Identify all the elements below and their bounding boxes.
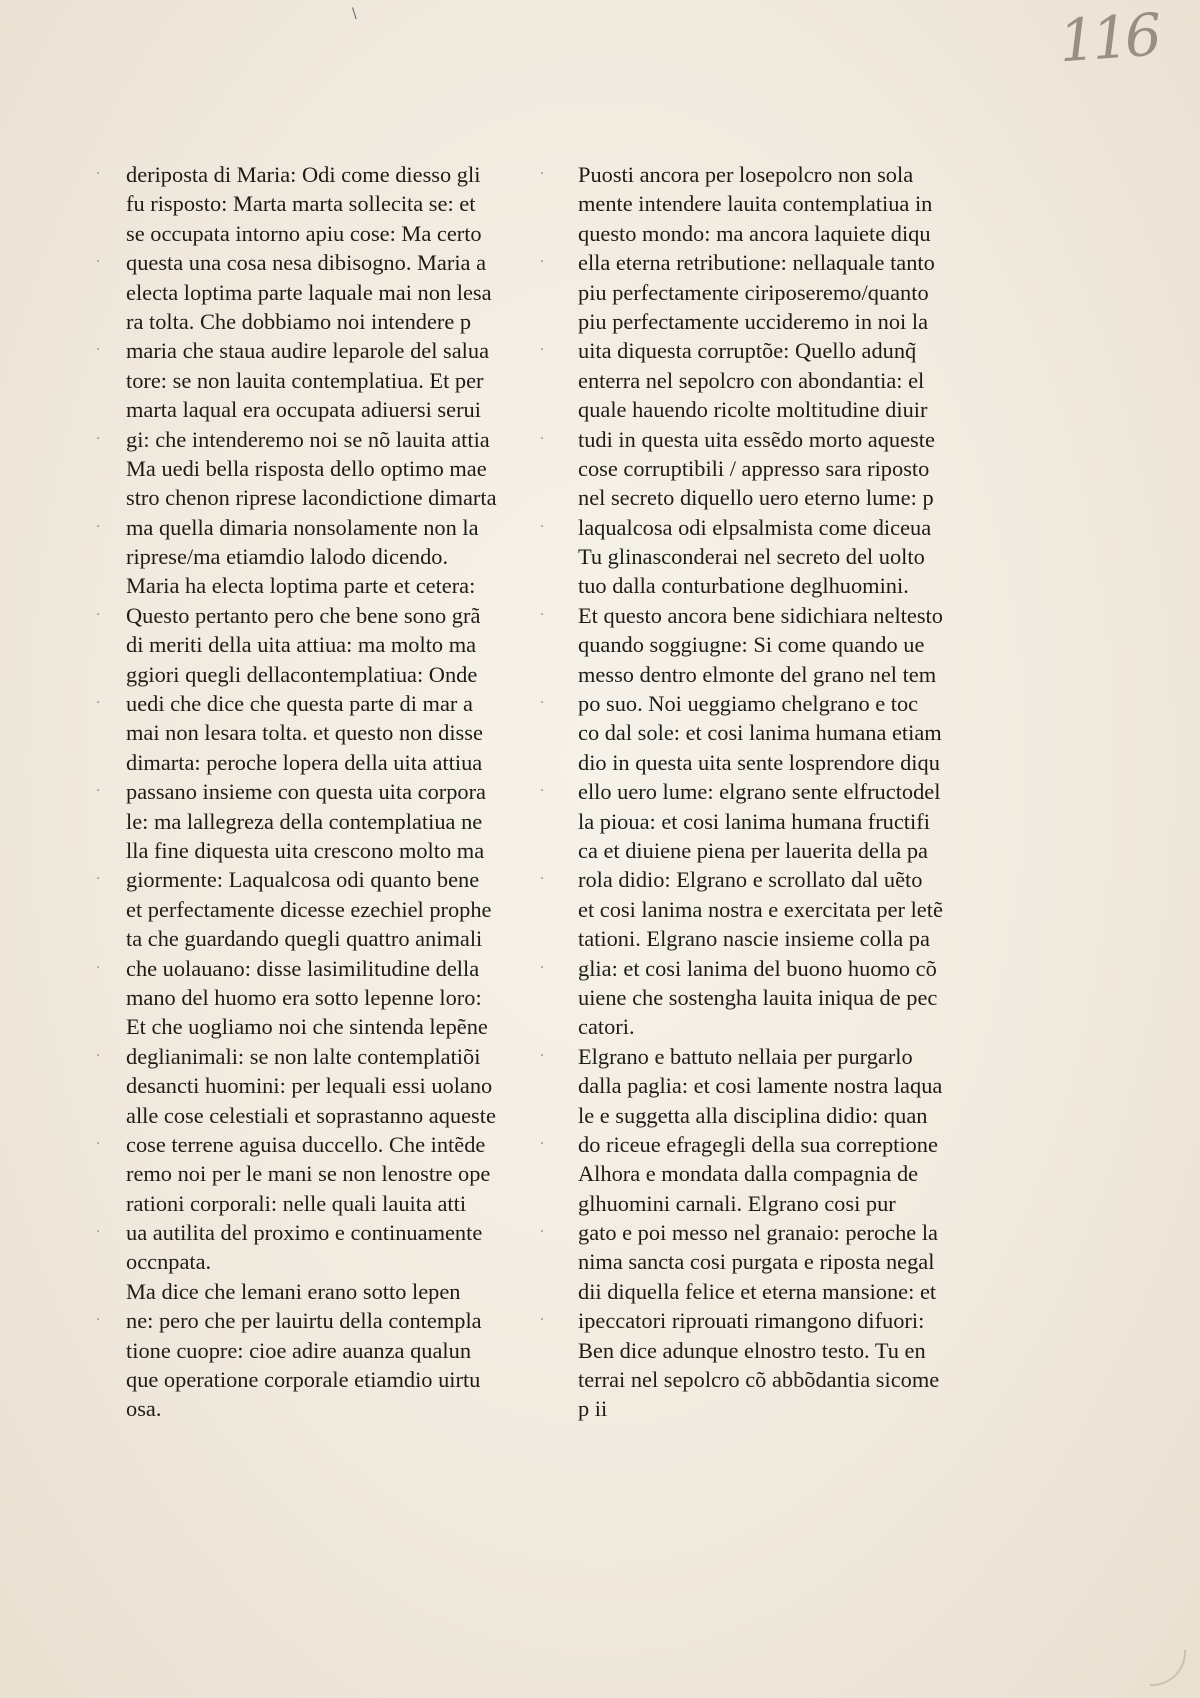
margin-mark bbox=[96, 1101, 110, 1130]
margin-mark: · bbox=[96, 1225, 101, 1241]
margin-mark bbox=[96, 395, 110, 424]
center-margin-marks bbox=[540, 160, 554, 1336]
margin-mark bbox=[96, 278, 110, 307]
text-line: Maria ha electa loptima parte et cetera: bbox=[126, 573, 476, 599]
text-line: che uolauano: disse lasimilitudine della bbox=[126, 955, 480, 981]
margin-mark bbox=[540, 307, 554, 336]
text-line: quale hauendo ricolte moltitudine diuir bbox=[578, 397, 928, 423]
text-line: passano insieme con questa uita corpora bbox=[126, 779, 486, 805]
text-line: uita diquesta corruptõe: Quello adunq̃ bbox=[578, 338, 917, 364]
margin-mark bbox=[96, 219, 110, 248]
text-line: laqualcosa odi elpsalmista come diceua bbox=[578, 514, 932, 540]
margin-mark: · bbox=[96, 431, 101, 447]
text-line: ipeccatori riprouati rimangono difuori: bbox=[578, 1308, 925, 1334]
margin-mark bbox=[540, 660, 554, 689]
margin-mark bbox=[96, 1012, 110, 1041]
margin-mark bbox=[540, 483, 554, 512]
margin-mark: · bbox=[96, 255, 101, 271]
text-line: piu perfectamente ciriposeremo/quanto bbox=[578, 279, 929, 305]
text-line: dio in questa uita sente losprendore diqu bbox=[578, 749, 940, 775]
text-line: maria che staua audire leparole del salua bbox=[126, 338, 490, 364]
margin-mark bbox=[540, 366, 554, 395]
margin-mark: · bbox=[540, 784, 545, 800]
text-line: tudi in questa uita essẽdo morto aqueste bbox=[578, 426, 935, 452]
margin-mark bbox=[96, 189, 110, 218]
text-line: desancti huomini: per lequali essi uolano bbox=[126, 1073, 493, 1099]
text-line: stro chenon riprese lacondictione dimarta bbox=[126, 485, 497, 511]
margin-mark: · bbox=[540, 167, 545, 182]
margin-mark bbox=[96, 307, 110, 336]
margin-mark bbox=[540, 1189, 554, 1218]
margin-mark bbox=[540, 924, 554, 953]
margin-mark bbox=[96, 1189, 110, 1218]
text-line: ra tolta. Che dobbiamo noi intendere p bbox=[126, 308, 472, 334]
text-line: cose terrene aguisa duccello. Che intẽde bbox=[126, 1131, 486, 1157]
margin-mark bbox=[96, 1071, 110, 1100]
text-line: terrai nel sepolcro cõ abbõdantia sicome bbox=[578, 1367, 940, 1393]
margin-mark bbox=[540, 1101, 554, 1130]
page-corner-curl bbox=[1150, 1650, 1186, 1686]
margin-mark: · bbox=[540, 960, 545, 976]
text-line: quando soggiugne: Si come quando ue bbox=[578, 632, 925, 658]
margin-mark bbox=[96, 1247, 110, 1276]
text-line: se occupata intorno apiu cose: Ma certo bbox=[126, 220, 482, 246]
text-line: gi: che intenderemo noi se nõ lauita attia bbox=[126, 426, 490, 452]
text-line: dalla paglia: et cosi lamente nostra laqua bbox=[578, 1073, 943, 1099]
text-line: dii diquella felice et eterna mansione: et bbox=[578, 1278, 937, 1304]
text-line: di meriti della uita attiua: ma molto ma bbox=[126, 632, 477, 658]
text-line: Et che uogliamo noi che sintenda lepẽne bbox=[126, 1014, 488, 1040]
text-line: uiene che sostengha lauita iniqua de pec bbox=[578, 984, 938, 1010]
text-line: dimarta: peroche lopera della uita attiua bbox=[126, 749, 483, 775]
text-line: marta laqual era occupata adiuersi serui bbox=[126, 397, 481, 423]
margin-mark bbox=[540, 748, 554, 777]
margin-mark bbox=[540, 1012, 554, 1041]
margin-mark bbox=[540, 1247, 554, 1276]
margin-mark: · bbox=[96, 696, 101, 712]
text-line: cose corruptibili / appresso sara riposto bbox=[578, 455, 930, 481]
margin-mark: · bbox=[96, 1313, 101, 1329]
margin-mark bbox=[540, 219, 554, 248]
margin-mark: · bbox=[540, 607, 545, 623]
text-line: remo noi per le mani se non lenostre ope bbox=[126, 1161, 491, 1187]
text-line: tione cuopre: cioe adire auanza qualun bbox=[126, 1337, 472, 1363]
text-line: que operatione corporale etiamdio uirtu bbox=[126, 1367, 481, 1393]
text-line: questa una cosa nesa dibisogno. Maria a bbox=[126, 250, 487, 276]
margin-mark: · bbox=[540, 1048, 545, 1064]
left-margin-marks bbox=[96, 160, 110, 1336]
text-line: giormente: Laqualcosa odi quanto bene bbox=[126, 867, 480, 893]
text-line: mano del huomo era sotto lepenne loro: bbox=[126, 984, 482, 1010]
margin-mark: · bbox=[540, 872, 545, 888]
text-line: uedi che dice che questa parte di mar a bbox=[126, 691, 473, 717]
margin-mark bbox=[96, 630, 110, 659]
margin-mark bbox=[540, 395, 554, 424]
margin-mark bbox=[96, 718, 110, 747]
margin-mark: · bbox=[540, 1225, 545, 1241]
text-line: tuo dalla conturbatione deglhuomini. bbox=[578, 573, 909, 599]
text-line: ua autilita del proximo e continuamente bbox=[126, 1220, 483, 1246]
margin-mark: · bbox=[96, 784, 101, 800]
text-line: glhuomini carnali. Elgrano cosi pur bbox=[578, 1190, 896, 1216]
margin-mark bbox=[96, 924, 110, 953]
margin-mark: · bbox=[96, 519, 101, 535]
text-line: Puosti ancora per losepolcro non sola bbox=[578, 162, 914, 187]
text-line: ggiori quegli dellacontemplatiua: Onde bbox=[126, 661, 478, 687]
text-line: Alhora e mondata dalla compagnia de bbox=[578, 1161, 919, 1187]
margin-mark: · bbox=[96, 343, 101, 359]
margin-mark: · bbox=[540, 255, 545, 271]
margin-mark bbox=[96, 836, 110, 865]
margin-mark: · bbox=[540, 343, 545, 359]
text-line: co dal sole: et cosi lanima humana etiam bbox=[578, 720, 942, 746]
text-line: nel secreto diquello uero eterno lume: p bbox=[578, 485, 934, 511]
margin-mark bbox=[540, 1159, 554, 1188]
margin-mark bbox=[96, 483, 110, 512]
text-line: catori. bbox=[578, 1014, 635, 1040]
text-line: le: ma lallegreza della contemplatiua ne bbox=[126, 808, 483, 834]
margin-mark: · bbox=[96, 167, 101, 182]
text-line: fu risposto: Marta marta sollecita se: et bbox=[126, 191, 476, 217]
text-line: ne: pero che per lauirtu della contempla bbox=[126, 1308, 482, 1334]
margin-mark bbox=[540, 630, 554, 659]
margin-mark bbox=[540, 807, 554, 836]
text-line: ello uero lume: elgrano sente elfructodel bbox=[578, 779, 941, 805]
text-line: occnpata. bbox=[126, 1249, 212, 1275]
folio-number: 116 bbox=[1057, 0, 1161, 76]
text-line: et cosi lanima nostra e exercitata per letẽ bbox=[578, 896, 943, 922]
margin-mark bbox=[96, 983, 110, 1012]
text-line: nima sancta cosi purgata e riposta negal bbox=[578, 1249, 935, 1275]
margin-mark: · bbox=[96, 1136, 101, 1152]
text-line: rola didio: Elgrano e scrollato dal uẽto bbox=[578, 867, 923, 893]
margin-mark: · bbox=[96, 607, 101, 623]
text-line: mente intendere lauita contemplatiua in bbox=[578, 191, 933, 217]
text-line: questo mondo: ma ancora laquiete diqu bbox=[578, 220, 931, 246]
text-line: glia: et cosi lanima del buono huomo cõ bbox=[578, 955, 937, 981]
margin-mark bbox=[540, 718, 554, 747]
text-line: mai non lesara tolta. et questo non disse bbox=[126, 720, 483, 746]
margin-mark bbox=[96, 571, 110, 600]
text-line: Questo pertanto pero che bene sono grã bbox=[126, 602, 481, 628]
text-line: piu perfectamente uccideremo in noi la bbox=[578, 308, 929, 334]
text-line: Ma uedi bella risposta dello optimo mae bbox=[126, 455, 487, 481]
margin-mark: · bbox=[96, 1048, 101, 1064]
margin-mark bbox=[540, 1277, 554, 1306]
text-line: Et questo ancora bene sidichiara neltesto bbox=[578, 602, 943, 628]
margin-mark bbox=[96, 542, 110, 571]
margin-mark: · bbox=[96, 960, 101, 976]
margin-mark: · bbox=[540, 431, 545, 447]
margin-mark bbox=[540, 454, 554, 483]
text-line: rationi corporali: nelle quali lauita atti bbox=[126, 1190, 467, 1216]
text-line: Ben dice adunque elnostro testo. Tu en bbox=[578, 1337, 926, 1363]
margin-mark bbox=[540, 571, 554, 600]
text-line: Tu glinasconderai nel secreto del uolto bbox=[578, 544, 925, 570]
margin-mark bbox=[96, 1277, 110, 1306]
text-line: tationi. Elgrano nascie insieme colla pa bbox=[578, 926, 930, 952]
margin-mark bbox=[540, 189, 554, 218]
margin-mark bbox=[96, 895, 110, 924]
margin-mark bbox=[96, 1159, 110, 1188]
top-stray-mark: \ bbox=[352, 6, 357, 22]
text-line: ca et diuiene piena per lauerita della pa bbox=[578, 837, 928, 863]
text-line: ta che guardando quegli quattro animali bbox=[126, 926, 483, 952]
text-line: riprese/ma etiamdio lalodo dicendo. bbox=[126, 544, 449, 570]
text-line: ma quella dimaria nonsolamente non la bbox=[126, 514, 479, 540]
text-line: ella eterna retributione: nellaquale tanto bbox=[578, 250, 935, 276]
margin-mark bbox=[540, 983, 554, 1012]
text-line: et perfectamente dicesse ezechiel prophe bbox=[126, 896, 492, 922]
left-text-column bbox=[126, 160, 530, 1424]
text-line: Ma dice che lemani erano sotto lepen bbox=[126, 1278, 461, 1304]
margin-mark bbox=[540, 836, 554, 865]
text-line: po suo. Noi ueggiamo chelgrano e toc bbox=[578, 691, 919, 717]
margin-mark: · bbox=[540, 696, 545, 712]
margin-mark bbox=[96, 807, 110, 836]
text-line: deriposta di Maria: Odi come diesso gli bbox=[126, 162, 481, 187]
text-line: deglianimali: se non lalte contemplatiõi bbox=[126, 1043, 481, 1069]
margin-mark bbox=[96, 454, 110, 483]
text-line: la pioua: et cosi lanima humana fructifi bbox=[578, 808, 930, 834]
margin-mark bbox=[96, 748, 110, 777]
margin-mark bbox=[540, 1071, 554, 1100]
margin-mark bbox=[96, 660, 110, 689]
text-line: lla fine diquesta uita crescono molto ma bbox=[126, 837, 485, 863]
text-line: messo dentro elmonte del grano nel tem bbox=[578, 661, 937, 687]
text-line: Elgrano e battuto nellaia per purgarlo bbox=[578, 1043, 913, 1069]
margin-mark bbox=[540, 542, 554, 571]
margin-mark bbox=[96, 366, 110, 395]
text-line: p ii bbox=[578, 1396, 608, 1422]
text-line: tore: se non lauita contemplatiua. Et per bbox=[126, 367, 484, 393]
margin-mark bbox=[540, 895, 554, 924]
text-line: gato e poi messo nel granaio: peroche la bbox=[578, 1220, 938, 1246]
text-line: enterra nel sepolcro con abondantia: el bbox=[578, 367, 925, 393]
text-line: le e suggetta alla disciplina didio: quan bbox=[578, 1102, 928, 1128]
margin-mark: · bbox=[96, 872, 101, 888]
text-line: osa. bbox=[126, 1396, 162, 1422]
right-text-column bbox=[578, 160, 982, 1424]
margin-mark: · bbox=[540, 1136, 545, 1152]
text-line: electa loptima parte laquale mai non lesa bbox=[126, 279, 492, 305]
margin-mark bbox=[540, 278, 554, 307]
margin-mark: · bbox=[540, 519, 545, 535]
text-line: do riceue efragegli della sua correptione bbox=[578, 1131, 938, 1157]
margin-mark: · bbox=[540, 1313, 545, 1329]
text-line: alle cose celestiali et soprastanno aqueste bbox=[126, 1102, 496, 1128]
